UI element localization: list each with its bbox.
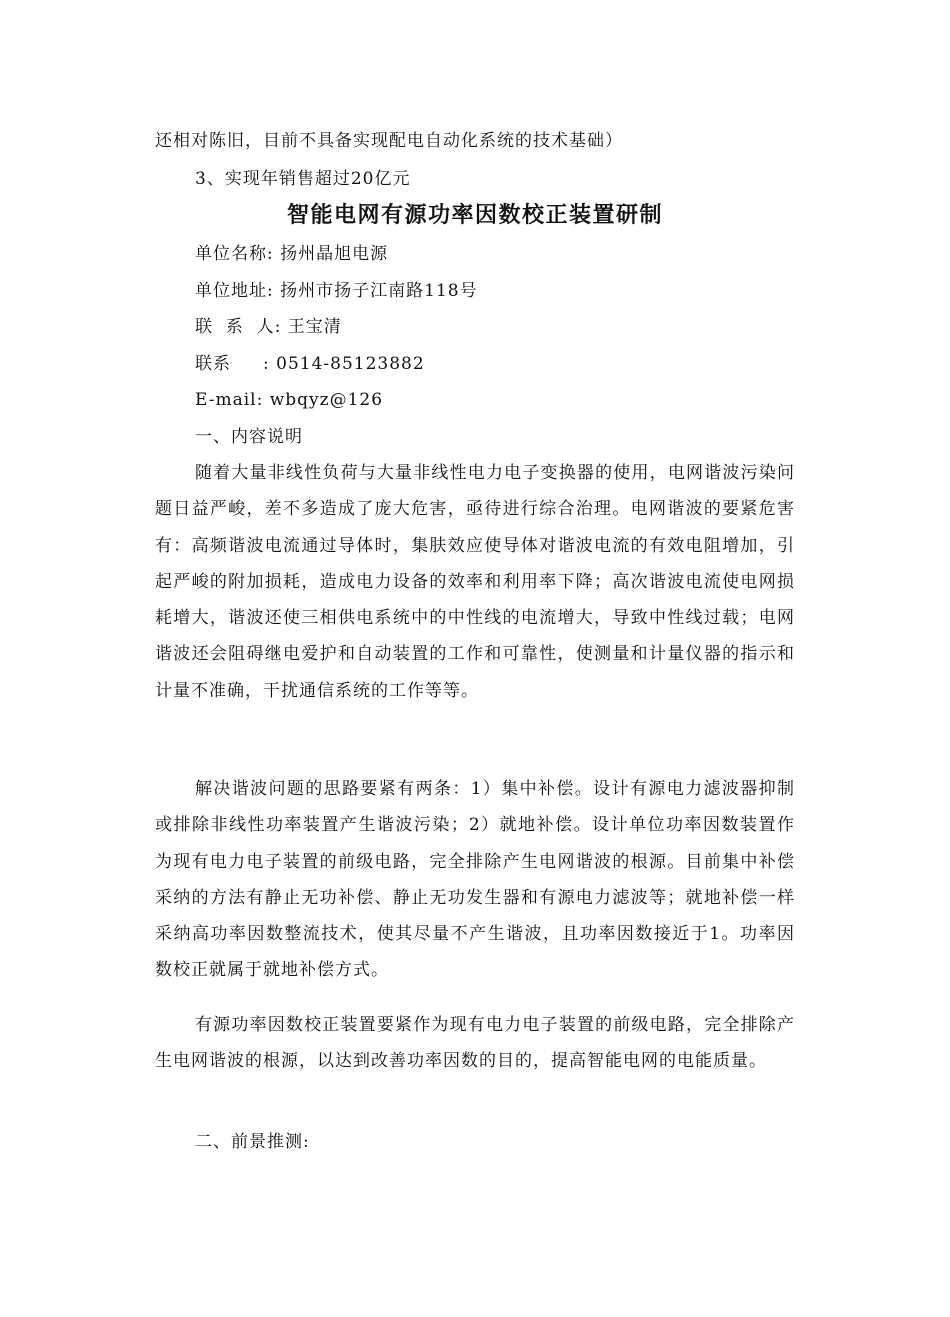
address-value: 扬州市扬子江南路118号 <box>280 281 478 301</box>
contact-field <box>195 317 342 337</box>
section-heading-outlook: 二、前景推测: <box>195 1132 310 1152</box>
phone-label: 联系 : <box>195 354 270 374</box>
sales-goal-item: 3、实现年销售超过20亿元 <box>195 169 411 189</box>
body-paragraph-apfc: 有源功率因数校正装置要紧作为现有电力电子装置的前级电路，完全排除产生电网谐波的根源，以达到改善功率因数的目的，提高智能电网的电能质量。 <box>155 1015 795 1072</box>
phone-value: 0514-85123882 <box>276 354 425 374</box>
body-paragraph-solutions: 解决谐波问题的思路要紧有两条：1）集中补偿。设计有源电力滤波器抑制或排除非线性功率装置产生谐波污染；2）就地补偿。设计单位功率因数装置作为现有电力电子装置的前级电路，完全排除产生电网谐波的根源。目前集中补偿采纳的方法有静止无功补偿、静止无功发生器和有源电力滤波等；就地补偿一样采纳高功率因数整流技术，使其尽量不产生谐波，且功率因数接近于1。功率因数校正就属于就地补偿方式。 <box>155 779 795 981</box>
continuation-line: 还相对陈旧，目前不具备实现配电自动化系统的技术基础） <box>155 131 623 151</box>
unit-name-field <box>195 244 388 264</box>
email-label: E-mail: <box>195 390 264 410</box>
address-label: 单位地址: <box>195 281 274 301</box>
email-field <box>195 390 383 410</box>
section-heading-content: 一、内容说明 <box>195 427 303 447</box>
document-title: 智能电网有源功率因数校正装置研制 <box>286 202 663 228</box>
unit-name-label: 单位名称: <box>195 244 274 264</box>
phone-field <box>195 354 425 374</box>
contact-label: 联 系 人: <box>195 317 282 337</box>
body-paragraph-harmonics: 随着大量非线性负荷与大量非线性电力电子变换器的使用，电网谐波污染问题日益严峻，差不多造成了庞大危害，亟待进行综合治理。电网谐波的要紧危害有：高频谐波电流通过导体时，集肤效应使导体对谐波电流的有效电阻增加，引起严峻的附加损耗，造成电力设备的效率和利用率下降；高次谐波电流使电网损耗增大，谐波还使三相供电系统中的中性线的电流增大，导致中性线过载；电网谐波还会阻碍继电爱护和自动装置的工作和可靠性，使测量和计量仪器的指示和计量不准确，干扰通信系统的工作等等。 <box>155 463 795 701</box>
contact-value: 王宝清 <box>287 317 342 337</box>
address-field <box>195 281 478 301</box>
unit-name-value: 扬州晶旭电源 <box>280 244 389 264</box>
email-value: wbqyz@126 <box>269 390 384 410</box>
